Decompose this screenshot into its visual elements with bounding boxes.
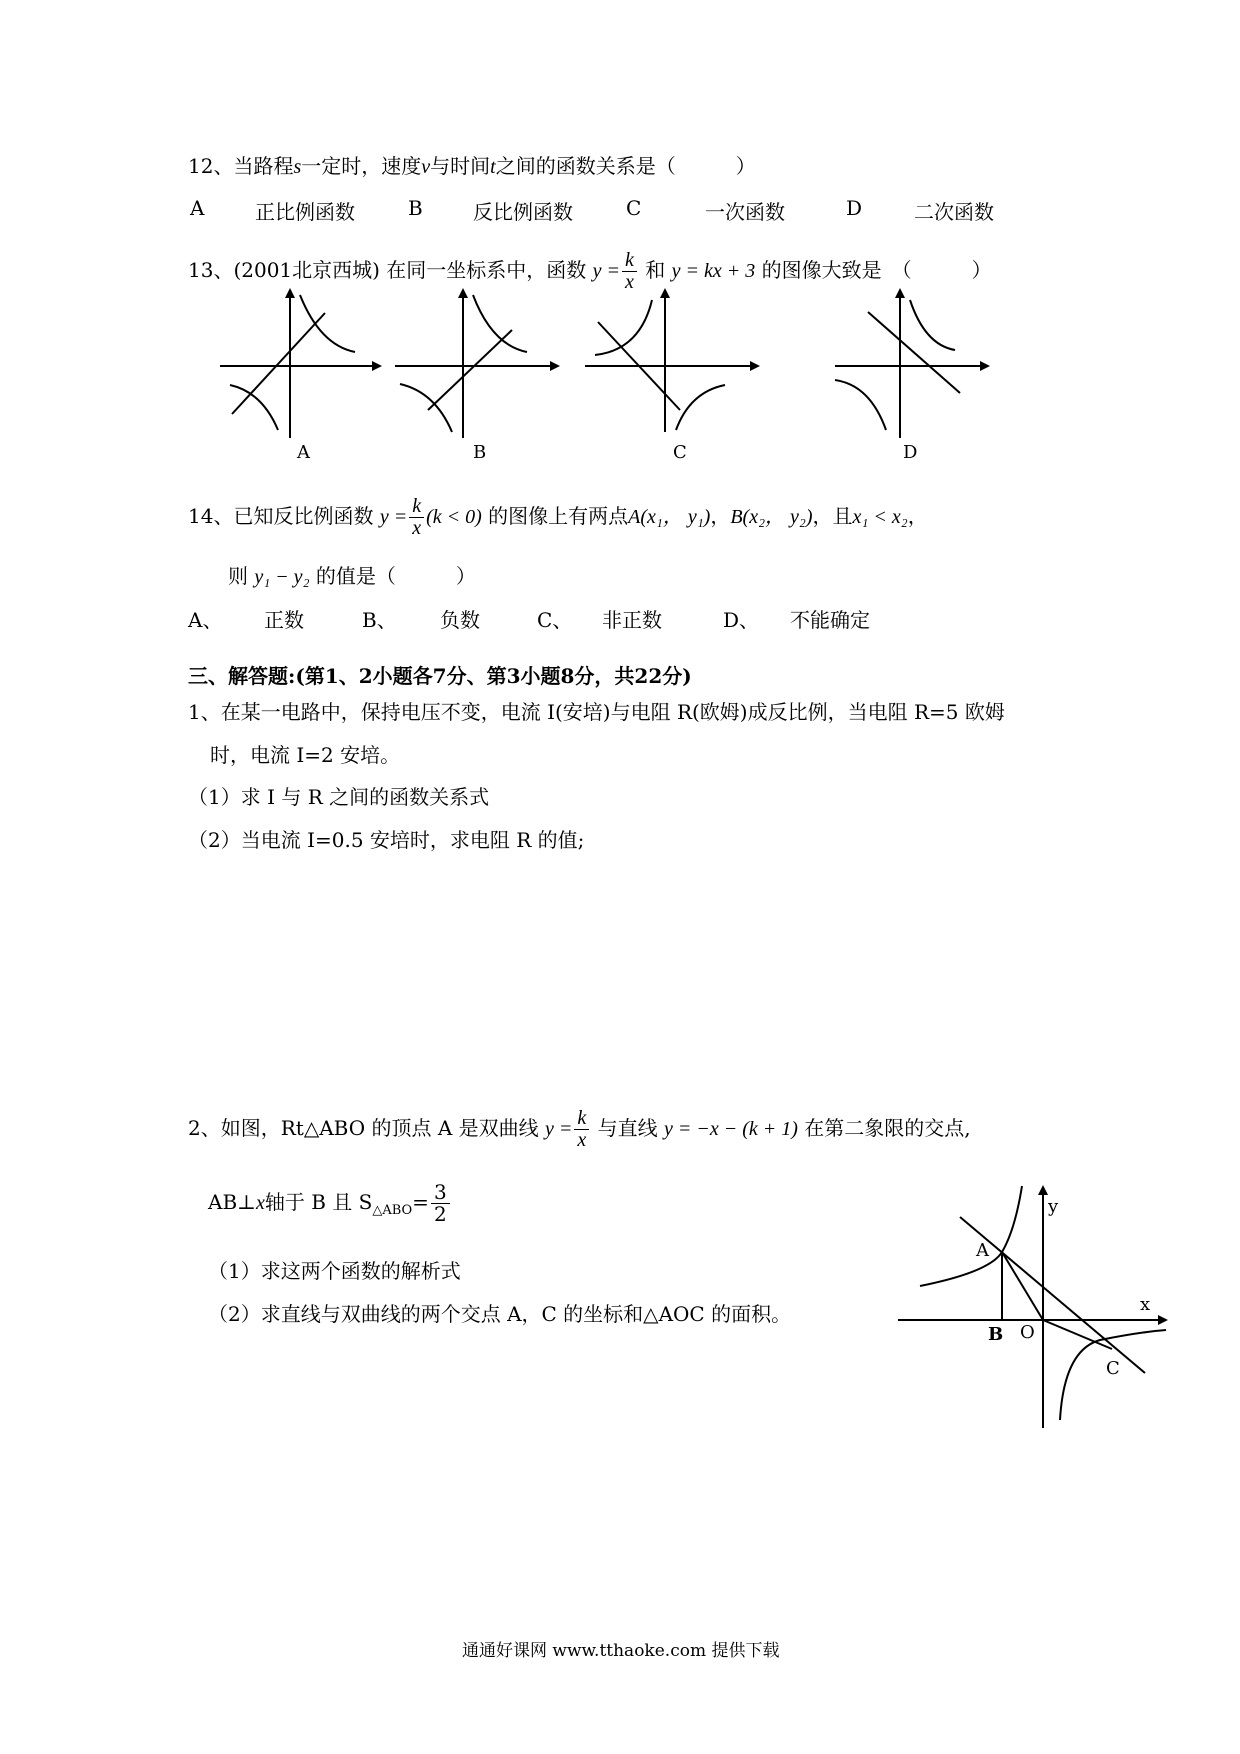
- q12-option-b-text: 反比例函数: [473, 200, 573, 224]
- p2-stem: 2、如图，Rt△ABO 的顶点 A 是双曲线 y = $\frac{k}{x}$ 与直线 y = −x − (k + 1) 在第二象限的交点,: [188, 1107, 971, 1151]
- q12-option-c-letter: C: [626, 196, 642, 220]
- p2-area-fraction: $\frac{3}{2}$: [431, 1182, 450, 1225]
- q14-option-b-text: 负数: [440, 608, 480, 632]
- p1-sub1: （1）求 I 与 R 之间的函数关系式: [188, 785, 490, 809]
- p2-sub1: （1）求这两个函数的解析式: [208, 1259, 461, 1283]
- q14-option-d-text: 不能确定: [790, 608, 870, 632]
- q13-graph-label-d: D: [903, 442, 918, 463]
- q14-option-d-letter: D、: [723, 608, 760, 632]
- p1-line1: 1、在某一电路中，保持电压不变，电流 I(安培)与电阻 R(欧姆)成反比例，当电阻 R=5 欧姆: [188, 700, 1005, 724]
- var-t: t: [490, 156, 496, 178]
- q12-option-d-letter: D: [846, 196, 863, 220]
- p1-line2: 时，电流 I=2 安培。: [210, 743, 401, 767]
- q12-option-b-letter: B: [408, 196, 423, 220]
- p2-fig-label-y: y: [1048, 1196, 1059, 1217]
- q12-option-a-letter: A: [190, 196, 205, 220]
- q13-fraction: $\frac{k}{x}$: [622, 250, 637, 293]
- q13-graph-label-c: C: [673, 442, 687, 463]
- p2-fraction: $\frac{k}{x}$: [574, 1108, 589, 1151]
- q14-option-a-text: 正数: [264, 608, 304, 632]
- footer: 通通好课网 www.tthaoke.com 提供下载: [462, 1641, 780, 1661]
- p2-fig-label-b: B: [988, 1324, 1004, 1345]
- p2-sub2: （2）求直线与双曲线的两个交点 A，C 的坐标和△AOC 的面积。: [208, 1302, 792, 1326]
- q12-option-a-text: 正比例函数: [255, 200, 355, 224]
- q13-eq2: y = kx + 3: [671, 260, 756, 282]
- q13-stem: 13、(2001北京西城) 在同一坐标系中，函数 y = $\frac{k}{x}$ 和 y = kx + 3 的图像大致是 （ ）: [188, 249, 992, 293]
- p1-sub2: （2）当电流 I=0.5 安培时，求电阻 R 的值;: [188, 828, 585, 852]
- q14-stem: 14、已知反比例函数 y = $\frac{k}{x}$ (k < 0) 的图像上有两点A(x₁， y₁)，B(x₂， y₂)，且x₁ < x₂，: [188, 495, 928, 539]
- q14-option-a-letter: A、: [188, 608, 223, 632]
- p2-fig-label-c: C: [1106, 1358, 1120, 1379]
- p2-fig-label-x: x: [1140, 1294, 1151, 1315]
- var-v: v: [421, 156, 431, 178]
- q12-option-c-text: 一次函数: [705, 200, 785, 224]
- q14-fraction: $\frac{k}{x}$: [409, 496, 424, 539]
- p2-line2: AB⊥x轴于 B 且 $S_{\triangle ABO}=$ $\frac{3}{2}$: [208, 1182, 452, 1225]
- q12-stem: 12、当路程s一定时，速度v与时间t之间的函数关系是（ ）: [188, 154, 756, 178]
- var-s: s: [293, 156, 302, 178]
- q13-graph-label-a: A: [297, 442, 310, 463]
- q13-eq1-lhs: y =: [592, 260, 621, 282]
- q13-graph-label-b: B: [473, 442, 487, 463]
- q12-option-d-text: 二次函数: [914, 200, 994, 224]
- q14-option-b-letter: B、: [362, 608, 397, 632]
- q14-option-c-text: 非正数: [602, 608, 662, 632]
- p2-fig-label-a: A: [976, 1240, 989, 1261]
- q14-line2: 则 y₁ − y₂ 的值是（ ）: [228, 564, 476, 588]
- p2-fig-label-o: O: [1020, 1322, 1035, 1343]
- q14-option-c-letter: C、: [537, 608, 573, 632]
- section3-heading: 三、解答题:(第1、2小题各7分、第3小题8分，共22分): [188, 664, 692, 688]
